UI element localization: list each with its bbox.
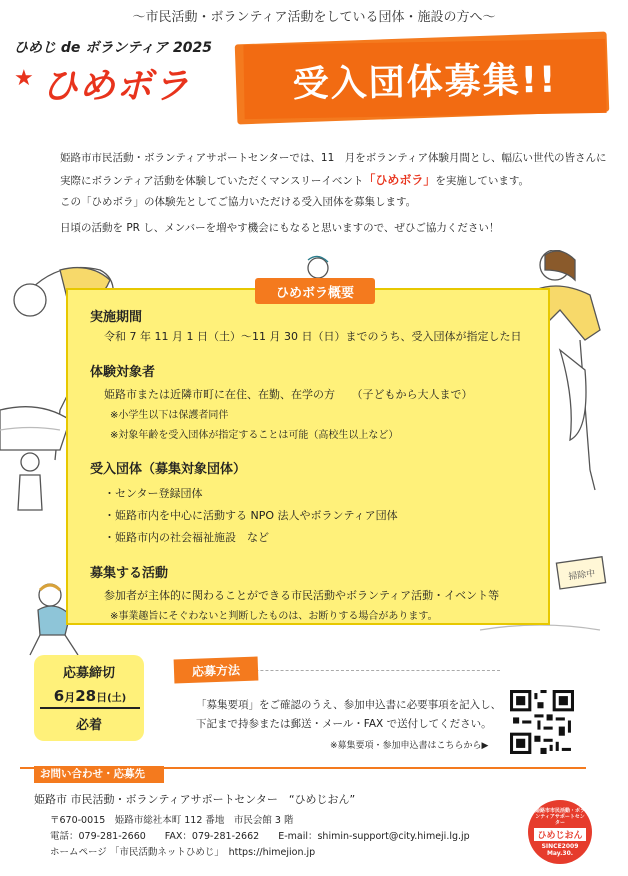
seal-top: 姫路市市民活動・ボランティアサポートセンター [534, 807, 585, 826]
himebora-highlight: 「ひめボラ」 [363, 173, 436, 187]
intro-paragraph-3: 日頃の活動を PR し、メンバーを増やす機会にもなると思いますので、ぜひご協力ください！ [60, 222, 500, 234]
target-note-2: ※対象年齢を受入団体が指定することは可能（高校生以上など） [110, 430, 399, 441]
seal-name: ひめじおん [534, 828, 585, 841]
deadline-required: 必着 [75, 718, 102, 733]
cleaning-sign-text: 掃除中 [567, 568, 596, 583]
target-text: 姫路市または近隣市町に在住、在勤、在学の方 （子どもから大人まで） [104, 388, 473, 401]
star-icon: ★ [14, 66, 34, 91]
recruitment-banner: 受入団体募集!! [243, 39, 606, 119]
event-subtitle: ひめじ de ボランティア 2025 [14, 40, 212, 56]
groups-heading: 受入団体（募集対象団体） [90, 462, 247, 477]
group-item: ・センター登録団体 [104, 487, 203, 500]
qr-code-icon[interactable] [510, 690, 574, 754]
intro-paragraph-1a: 姫路市市民活動・ボランティアサポートセンターでは、11 月をボランティア体験月間とし、幅広い世代の皆さんに [60, 152, 607, 164]
activities-text: 参加者が主体的に関わることができる市民活動やボランティア活動・イベント等 [104, 589, 500, 602]
contact-label: お問い合わせ・応募先 [34, 766, 164, 783]
himejion-seal-logo [528, 800, 592, 864]
intro-text: 実際にボランティア活動を体験していただくマンスリーイベント [60, 175, 364, 187]
method-line-1: 「募集要項」をご確認のうえ、参加申込書に必要事項を記入し、 [196, 699, 502, 711]
qr-note[interactable]: ※募集要項・参加申込書はこちらから▶ [330, 741, 489, 751]
contact-org: 姫路市 市民活動・ボランティアサポートセンター “ひめじおん” [34, 793, 356, 806]
deadline-date [40, 686, 140, 709]
contact-phone: 電話：079-281-2660 FAX：079-281-2662 E-mail：shimin-support@city.himeji.lg.jp [50, 831, 470, 842]
intro-text-end: を実施しています。 [435, 175, 530, 187]
himebora-logo: ひめボラ [42, 66, 191, 107]
contact-address: 〒670-0015 姫路市総社本町 112 番地 市民会館 3 階 [50, 815, 294, 826]
deadline-label: 応募締切 [62, 666, 115, 681]
seal-date: May.30. [546, 849, 574, 857]
period-text: 令和 7 年 11 月 1 日（土）～11 月 30 日（日）までのうち、受入団体が指定した日 [104, 330, 522, 343]
period-heading: 実施期間 [90, 310, 143, 325]
method-line-2: 下記まで持参または郵送・メール・FAX で送付してください。 [196, 718, 492, 730]
activities-heading: 募集する活動 [90, 566, 169, 581]
method-label: 応募方法 [174, 657, 259, 684]
overview-title: ひめボラ概要 [255, 278, 375, 304]
deadline-day: 28 [75, 687, 97, 705]
group-item: ・姫路市内の社会福祉施設 など [104, 531, 269, 544]
target-note-1: ※小学生以下は保護者同伴 [110, 410, 229, 421]
target-heading: 体験対象者 [90, 365, 156, 380]
deadline-weekday: (土) [107, 693, 127, 704]
contact-web[interactable]: ホームページ 「市民活動ネットひめじ」 https://himejion.jp [50, 847, 316, 858]
seal-since: SINCE2009 [541, 842, 579, 850]
group-item: ・姫路市内を中心に活動する NPO 法人やボランティア団体 [104, 509, 398, 522]
intro-paragraph-1b [60, 171, 529, 188]
deadline-day-unit: 日 [96, 691, 108, 704]
intro-paragraph-2: この「ひめボラ」の体験先としてご協力いただける受入団体を募集します。 [60, 196, 417, 208]
deadline-month-unit: 月 [64, 691, 76, 704]
deadline-month: 6 [53, 687, 65, 705]
tagline: ～市民活動・ボランティア活動をしている団体・施設の方へ～ [132, 10, 496, 25]
activities-note: ※事業趣旨にそぐわないと判断したものは、お断りする場合があります。 [110, 611, 438, 622]
